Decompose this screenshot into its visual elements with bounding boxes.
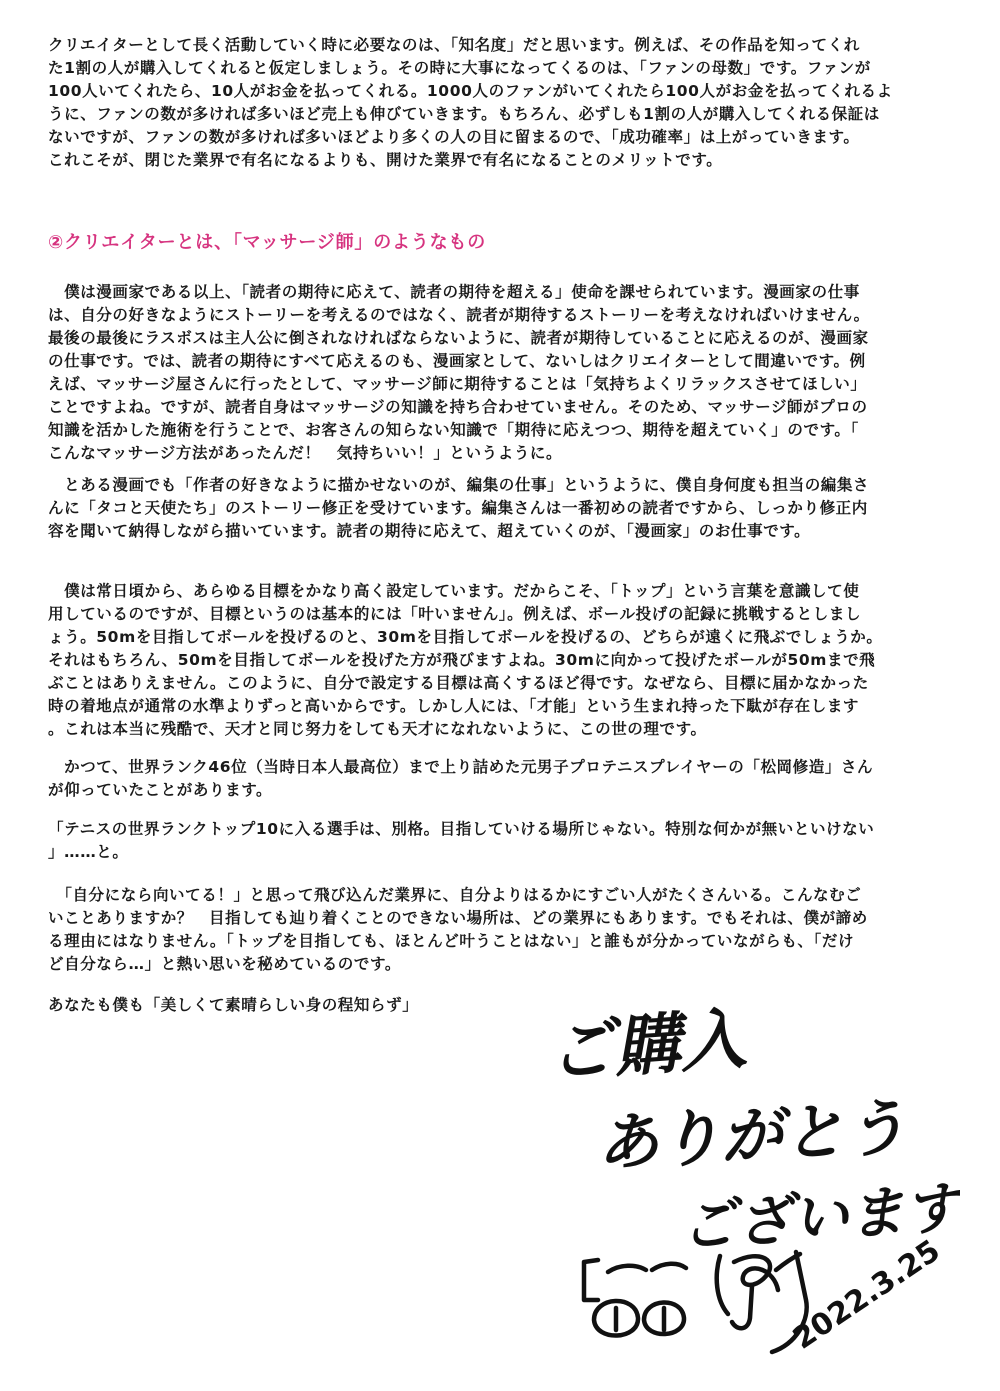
closing-line: あなたも僕も「美しくて素晴らしい身の程知らず」	[48, 996, 419, 1014]
section-heading: ②クリエイターとは、「マッサージ師」のようなもの	[48, 232, 486, 253]
signature-message-line1: ご購入	[545, 1000, 749, 1091]
body-paragraph: 僕は常日頃から、あらゆる目標をかなり高く設定しています。だからこそ、「トップ」という言葉を意識して使 用しているのですが、目標というのは基本的には「叶いません」。例えば、ボール投げの記録に挑戦するとしまし ょう。50mを目指してボールを投げるのと、30mを目指してボールを投げるの、どちらが遠くに飛ぶでしょうか。 それはもちろん、50mを目指してボールを投げた方が飛びますよね。30mに向かって投げたボールが50mまで飛 ぶことはありえません。このように、自分で設定する目標は高くするほど得です。なぜなら、目標に届かなかった 時の着地点が通常の水準よりずっと高いからです。しかし人には、「才能」という生まれ持った下駄が存在します 。これは本当に残酷で、天才と同じ努力をしても天才になれないように、この世の理です。	[48, 582, 883, 738]
signature-doodle	[584, 1252, 807, 1352]
signature-date: 2022.3.25	[786, 1233, 947, 1357]
body-paragraph: 僕は漫画家である以上、「読者の期待に応えて、読者の期待を超える」使命を課せられています。漫画家の仕事 は、自分の好きなようにストーリーを考えるのではなく、読者が期待するストーリーを考えなければいけません。 最後の最後にラスボスは主人公に倒されなければならないように、読者が期待していることに応えるのが、漫画家 の仕事です。では、読者の期待にすべて応えるのも、漫画家として、ないしはクリエイターとして間違いです。例 えば、マッサージ屋さんに行ったとして、マッサージ師に期待することは「気持ちよくリラックスさせてほしい」 ことですよね。ですが、読者自身はマッサージの知識を持ち合わせていません。そのため、マッサージ師がプロの 知識を活かした施術を行うことで、お客さんの知らない知識で「期待に応えつつ、期待を超えていく」のです。「 こんなマッサージ方法があったんだ！ 気持ちいい！」というように。	[48, 283, 870, 462]
handwritten-signature	[540, 1000, 960, 1370]
body-paragraph: 「自分になら向いてる！」と思って飛び込んだ業界に、自分よりはるかにすごい人がたくさんいる。こんなむご いことありますか？ 目指しても辿り着くことのできない場所は、どの業界にもあります。でもそれは、僕が諦め る理由にはなりません。「トップを目指しても、ほとんど叶うことはない」と誰もが分かっていながらも、「だけ ど自分なら…」と熱い思いを秘めているのです。	[48, 886, 868, 973]
signature-message-line3: ございます	[678, 1174, 960, 1260]
body-paragraph: かつて、世界ランク46位（当時日本人最高位）まで上り詰めた元男子プロテニスプレイヤーの「松岡修造」さん が仰っていたことがあります。	[48, 758, 874, 799]
signature-message-line2: ありがとう	[594, 1090, 909, 1180]
body-paragraph: とある漫画でも「作者の好きなように描かせないのが、編集の仕事」というように、僕自身何度も担当の編集さ んに「タコと天使たち」のストーリー修正を受けています。編集さんは一番初めの読者ですから、しっかり修正内 容を聞いて納得しながら描いています。読者の期待に応えて、超えていくのが、「漫画家」のお仕事です。	[48, 476, 870, 540]
quote-paragraph: 「テニスの世界ランクトップ10に入る選手は、別格。目指していける場所じゃない。特別な何かが無いといけない 」……と。	[48, 820, 875, 861]
intro-paragraph: クリエイターとして長く活動していく時に必要なのは、「知名度」だと思います。例えば、その作品を知ってくれ た1割の人が購入してくれると仮定しましょう。その時に大事になってくるのは、「ファンの母数」です。ファンが 100人いてくれたら、10人がお金を払ってくれる。1000人のファンがいてくれたら100人がお金を払ってくれるよ うに、ファンの数が多ければ多いほど売上も伸びていきます。もちろん、必ずしも1割の人が購入してくれる保証は ないですが、ファンの数が多ければ多いほどより多くの人の目に留まるので、「成功確率」は上がっていきます。 これこそが、閉じた業界で有名になるよりも、開けた業界で有名になることのメリットです。	[48, 36, 893, 169]
